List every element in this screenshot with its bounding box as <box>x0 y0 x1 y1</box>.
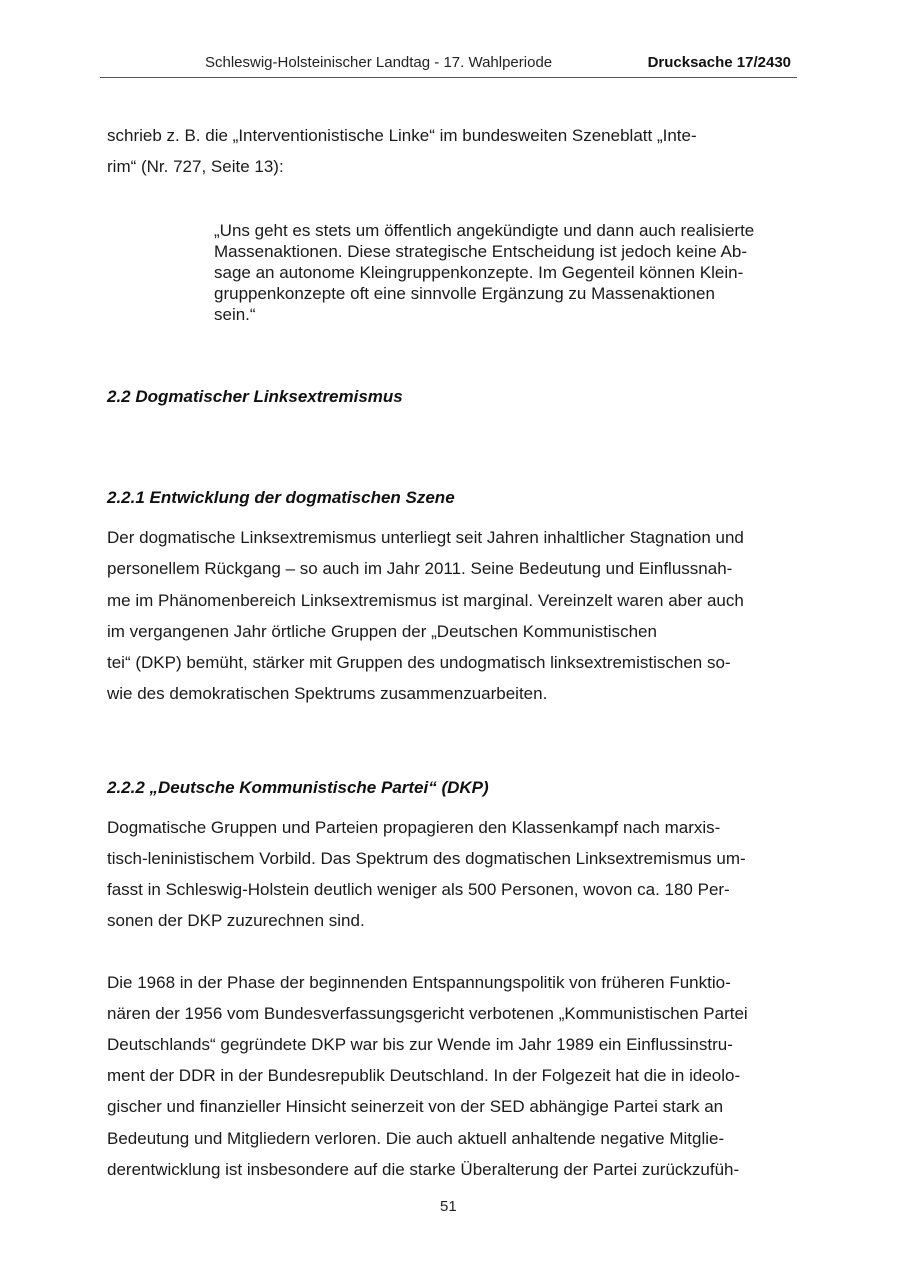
section-heading-2-2-2: 2.2.2 „Deutsche Kommunistische Partei“ (DKP) <box>107 778 489 797</box>
header-title: Schleswig-Holsteinischer Landtag - 17. Wahlperiode <box>205 54 553 71</box>
text-line: im vergangenen Jahr örtliche Gruppen der „Deutschen Kommunistischen <box>107 622 657 641</box>
quote-line: „Uns geht es stets um öffentlich angekündigte und dann auch realisierte <box>214 221 755 240</box>
text-line: Bedeutung und Mitgliedern verloren. Die auch aktuell anhaltende negative Mitglie- <box>107 1129 725 1148</box>
text-line: me im Phänomenbereich Linksextremismus ist marginal. Vereinzelt waren aber auch <box>107 591 744 610</box>
text-line: Dogmatische Gruppen und Parteien propagieren den Klassenkampf nach marxis- <box>107 818 721 837</box>
text-line: rim“ (Nr. 727, Seite 13): <box>107 157 284 176</box>
page-header <box>100 50 797 78</box>
text-line: schrieb z. B. die „Interventionistische Linke“ im bundesweiten Szeneblatt „Inte- <box>107 126 697 145</box>
quote-line: sein.“ <box>214 305 256 324</box>
text-line: nären der 1956 vom Bundesverfassungsgericht verbotenen „Kommunistischen Partei <box>107 1004 748 1023</box>
quote-line: gruppenkonzepte oft eine sinnvolle Ergänzung zu Massenaktionen <box>214 284 715 303</box>
text-line: wie des demokratischen Spektrums zusammenzuarbeiten. <box>107 684 548 703</box>
text-line: personellem Rückgang – so auch im Jahr 2011. Seine Bedeutung und Einflussnah- <box>107 559 733 578</box>
text-line: tei“ (DKP) bemüht, stärker mit Gruppen des undogmatisch linksextremistischen so- <box>107 653 731 672</box>
text-line: Der dogmatische Linksextremismus unterliegt seit Jahren inhaltlicher Stagnation und <box>107 528 744 547</box>
text-line: tisch-leninistischem Vorbild. Das Spektrum des dogmatischen Linksextremismus um- <box>107 849 746 868</box>
text-line: Deutschlands“ gegründete DKP war bis zur Wende im Jahr 1989 ein Einflussinstru- <box>107 1035 733 1054</box>
quote-line: Massenaktionen. Diese strategische Entscheidung ist jedoch keine Ab- <box>214 242 747 261</box>
quote-line: sage an autonome Kleingruppenkonzepte. Im Gegenteil können Klein- <box>214 263 744 282</box>
text-line: ment der DDR in der Bundesrepublik Deutschland. In der Folgezeit hat die in ideolo- <box>107 1066 741 1085</box>
page-number: 51 <box>440 1198 457 1215</box>
section-heading-2-2: 2.2 Dogmatischer Linksextremismus <box>107 387 403 406</box>
document-number: Drucksache 17/2430 <box>647 54 791 71</box>
text-line: gischer und finanzieller Hinsicht seinerzeit von der SED abhängige Partei stark an <box>107 1097 724 1116</box>
section-heading-2-2-1: 2.2.1 Entwicklung der dogmatischen Szene <box>107 488 455 507</box>
text-line: fasst in Schleswig-Holstein deutlich weniger als 500 Personen, wovon ca. 180 Per- <box>107 880 730 899</box>
text-line: sonen der DKP zuzurechnen sind. <box>107 911 365 930</box>
text-line: Die 1968 in der Phase der beginnenden Entspannungspolitik von früheren Funktio- <box>107 973 731 992</box>
text-line: derentwicklung ist insbesondere auf die starke Überalterung der Partei zurückzufüh- <box>107 1160 740 1179</box>
